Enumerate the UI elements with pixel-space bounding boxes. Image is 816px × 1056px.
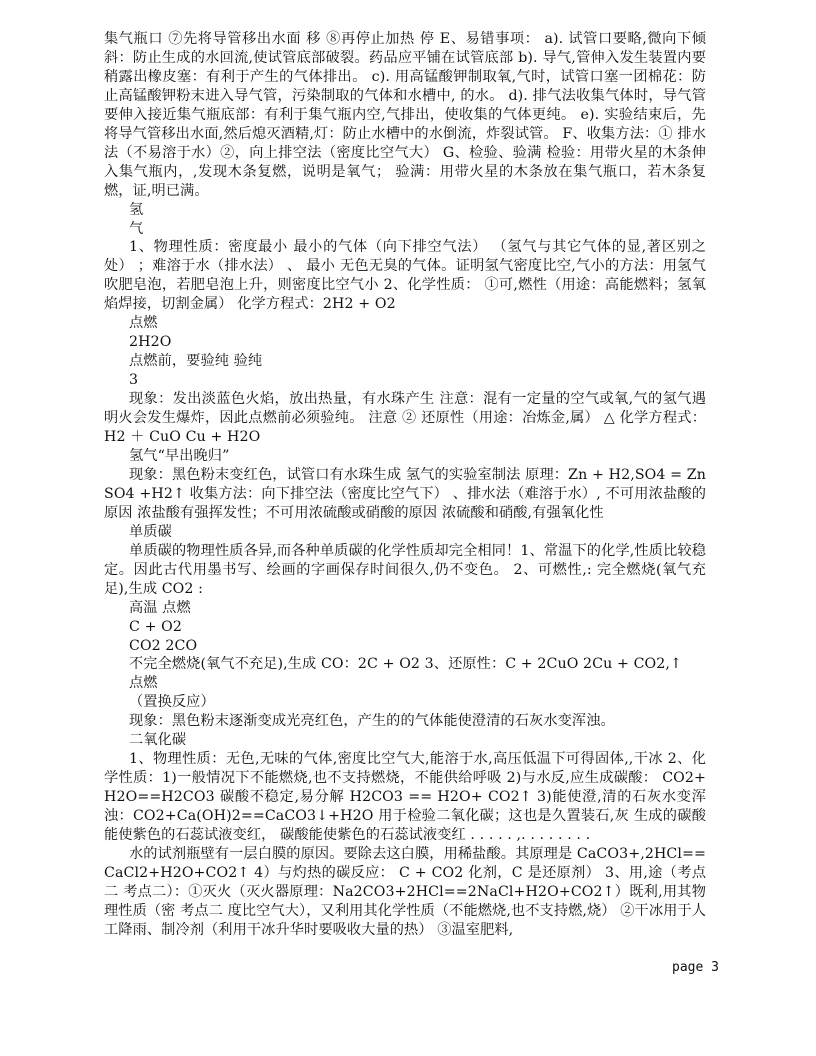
paragraph: 水的试剂瓶壁有一层白膜的原因。要除去这白膜，用稀盐酸。其原理是 CaCO3+,2HCl==CaCl2+H2O+CO2↑ 4）与灼热的碳反应： C + CO2 化剂，C 是还原剂） 3、用,途（考点二 考点二）：①灭火（灭火器原理：Na2CO3+2HCl==2NaCl+H2O+CO2↑）既利,用其物理性质（密 考点二 度比空气大），又利用其化学性质（不能燃烧,也不支持燃,烧） ②干冰用于人工降雨、制冷剂（利用干冰升华时要吸收大量的热） ③温室肥料, (104, 845, 706, 938)
paragraph: 不完全燃烧(氧气不充足),生成 CO：2C + O2 3、还原性：C + 2CuO 2Cu + CO2,↑ (129, 656, 682, 673)
paragraph: 点燃前，要验纯 验纯 (129, 353, 263, 370)
paragraph: 现象：黑色粉末逐渐变成光亮红色，产生的的气体能使澄清的石灰水变浑浊。 (129, 713, 615, 730)
paragraph: 点燃 (129, 675, 158, 692)
page-number: page 3 (672, 960, 719, 975)
paragraph: 高温 点燃 (129, 599, 191, 616)
paragraph: 2H2O (129, 334, 172, 351)
paragraph: 单质碳的物理性质各异,而各种单质碳的化学性质却完全相同！1、常温下的化学,性质比较稳定。因此古代用墨书写、绘画的字画保存时间很久,仍不变色。 2、可燃性,: 完全燃烧(氧气充足),生成 CO2 : (104, 542, 706, 597)
paragraph: 3 (129, 372, 139, 389)
paragraph: 氢 (129, 201, 144, 218)
paragraph: 氢气“早出晚归” (129, 447, 230, 464)
paragraph: 二氧化碳 (129, 732, 187, 749)
paragraph: C + O2 (129, 618, 183, 635)
paragraph: 1、物理性质：密度最小 最小的气体（向下排空气法） （氢气与其它气体的显,著区别之处） ；难溶于水（排水法） 、 最小 无色无臭的气体。证明氢气密度比空,气小的方法：用氢气吹肥皂泡，若肥皂泡上升，则密度比空气小 2、化学性质： ①可,燃性（用途：高能燃料；氢氧焰焊接，切割金属） 化学方程式：2H2 + O2 (104, 239, 706, 313)
paragraph: 单质碳 (129, 523, 172, 540)
paragraph: 点燃 (129, 315, 158, 332)
document-body (104, 30, 706, 940)
paragraph: 现象：黑色粉末变红色，试管口有水珠生成 氢气的实验室制法 原理：Zn + H2,SO4 = ZnSO4 +H2↑ 收集方法：向下排空法（密度比空气下） 、排水法（难溶于水）, 不可用浓盐酸的原因 浓盐酸有强挥发性；不可用浓硫酸或硝酸的原因 浓硫酸和硝酸,有强氧化性 (104, 466, 706, 521)
paragraph: 1、物理性质：无色,无味的气体,密度比空气大,能溶于水,高压低温下可得固体,,干冰 2、化学性质：1)一般情况下不能燃烧,也不支持燃烧，不能供给呼吸 2)与水反,应生成碳酸： CO2+H2O==H2CO3 碳酸不稳定,易分解 H2CO3 == H2O+ CO2↑ 3)能使澄,清的石灰水变浑浊：CO2+Ca(OH)2==CaCO3↓+H2O 用于检验二氧化碳；这也是久置装石,灰 生成的碳酸能使紫色的石蕊试液变红， 碳酸能使紫色的石蕊试液变红 . . . . . ,. . . . . . . . (104, 751, 706, 844)
paragraph: （置换反应） (129, 694, 215, 711)
paragraph: 现象：发出淡蓝色火焰，放出热量，有水珠产生 注意：混有一定量的空气或氧,气的氢气遇明火会发生爆炸，因此点燃前必须验纯。 注意 ② 还原性（用途：冶炼金,属） △ 化学方程式：H2 ＋ CuO Cu + H2O (104, 391, 706, 446)
paragraph: 气 (129, 220, 144, 237)
paragraph: CO2 2CO (129, 637, 198, 654)
paragraph: 集气瓶口 ⑦先将导管移出水面 移 ⑧再停止加热 停 E、易错事项： a). 试管口要略,微向下倾斜：防止生成的水回流,使试管底部破裂。药品应平铺在试管底部 b). 导气,管伸入发生装置内要稍露出橡皮塞：有利于产生的气体排出。 c). 用高锰酸钾制取氧,气时，试管口塞一团棉花：防止高锰酸钾粉末进入导气管，污染制取的气体和水槽中, 的水。 d). 排气法收集气体时，导气管要伸入接近集气瓶底部：有利于集气瓶内空,气排出，使收集的气体更纯。 e). 实验结束后，先将导气管移出水面,然后熄灭酒精,灯：防止水槽中的水倒流，炸裂试管。 F、收集方法：① 排水法（不易溶于水）②，向上排空法（密度比空气大） G、检验、验满 检验：用带火星的木条伸入集气瓶内，,发现木条复燃，说明是氧气； 验满：用带火星的木条放在集气瓶口，若木条复燃，证,明已满。 (104, 31, 706, 199)
